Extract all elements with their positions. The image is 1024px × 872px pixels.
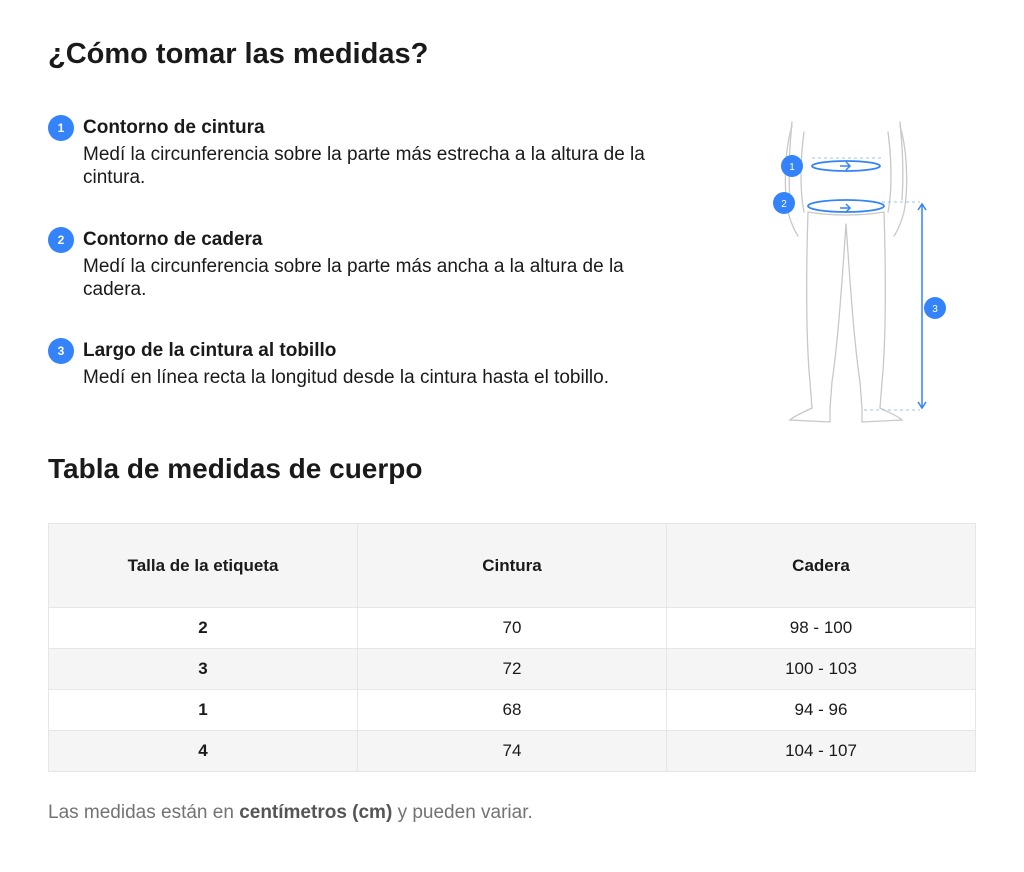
cell-talla: 1 xyxy=(49,690,358,731)
header-talla: Talla de la etiqueta xyxy=(49,524,358,608)
body-measurement-figure xyxy=(760,112,960,432)
cell-cintura: 72 xyxy=(358,649,667,690)
footnote-prefix: Las medidas están en xyxy=(48,802,240,823)
table-title: Tabla de medidas de cuerpo xyxy=(48,453,423,484)
step-number-badge: 1 xyxy=(48,115,74,141)
step-title: Contorno de cintura xyxy=(83,117,265,138)
cell-cadera: 98 - 100 xyxy=(667,608,976,649)
size-table xyxy=(48,523,976,772)
table-row xyxy=(49,731,976,772)
marker-2 xyxy=(773,192,795,214)
header-cadera: Cadera xyxy=(667,524,976,608)
table-header-row xyxy=(49,524,976,608)
hip-line xyxy=(808,200,884,212)
svg-text:2: 2 xyxy=(781,199,787,210)
cell-talla: 4 xyxy=(49,731,358,772)
units-footnote xyxy=(48,802,533,824)
cell-cadera: 104 - 107 xyxy=(667,731,976,772)
table-row xyxy=(49,690,976,731)
step-title: Contorno de cadera xyxy=(83,229,263,250)
marker-3 xyxy=(924,297,946,319)
body-outline xyxy=(785,122,906,422)
step-number-badge: 2 xyxy=(48,227,74,253)
header-cintura: Cintura xyxy=(358,524,667,608)
step-description: Medí la circunferencia sobre la parte más estrecha a la altura de la cintura. xyxy=(83,144,645,188)
svg-text:1: 1 xyxy=(789,162,795,173)
svg-text:3: 3 xyxy=(932,304,938,315)
marker-1 xyxy=(781,155,803,177)
step-number-badge: 3 xyxy=(48,338,74,364)
cell-cadera: 94 - 96 xyxy=(667,690,976,731)
step-description: Medí la circunferencia sobre la parte más ancha a la altura de la cadera. xyxy=(83,256,624,300)
cell-talla: 2 xyxy=(49,608,358,649)
page-title: ¿Cómo tomar las medidas? xyxy=(48,38,429,70)
cell-cadera: 100 - 103 xyxy=(667,649,976,690)
table-row xyxy=(49,649,976,690)
table-row xyxy=(49,608,976,649)
cell-cintura: 68 xyxy=(358,690,667,731)
footnote-unit: centímetros (cm) xyxy=(239,802,393,823)
cell-talla: 3 xyxy=(49,649,358,690)
cell-cintura: 70 xyxy=(358,608,667,649)
step-description: Medí en línea recta la longitud desde la cintura hasta el tobillo. xyxy=(83,367,609,388)
cell-cintura: 74 xyxy=(358,731,667,772)
step-title: Largo de la cintura al tobillo xyxy=(83,340,337,361)
footnote-suffix: y pueden variar. xyxy=(392,802,533,823)
